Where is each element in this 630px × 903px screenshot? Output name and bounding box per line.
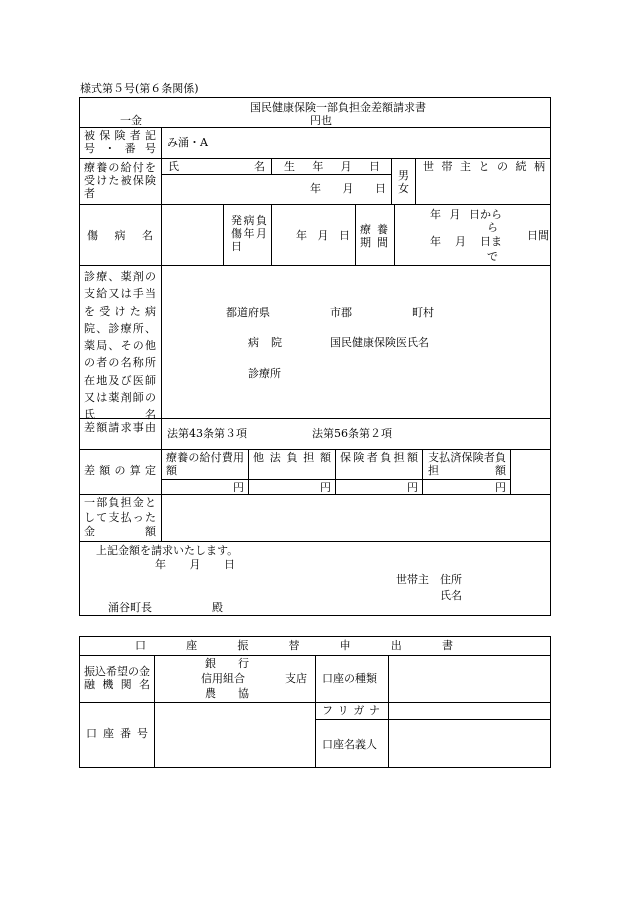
col-line xyxy=(161,127,162,541)
reason-option2[interactable]: 法第56条第２項 xyxy=(312,427,392,440)
birth-label: 生 年 月 日 xyxy=(284,160,380,173)
col-line xyxy=(315,655,316,768)
provider-doctor: 国民健康保険医氏名 xyxy=(330,336,429,349)
col-line xyxy=(355,204,356,265)
col-line xyxy=(271,204,272,265)
main-border-left xyxy=(79,97,80,616)
row-line xyxy=(79,449,550,450)
calc-col3: 保険者負担額 xyxy=(340,451,418,464)
calc-yen1: 円 xyxy=(233,481,244,494)
householder-label: 世帯主 xyxy=(396,573,429,586)
calc-col4: 支払済保険者負担額 xyxy=(428,451,506,477)
col-line xyxy=(422,449,423,494)
main-border-top xyxy=(79,97,550,98)
transfer-title: 口 座 振 替 申 出 書 xyxy=(135,639,453,652)
bank-type2[interactable]: 信用組合 xyxy=(201,672,245,685)
account-number-label: 口 座 番 号 xyxy=(86,727,148,740)
days-unit: 日間 xyxy=(527,229,549,242)
form-number: 様式第５号(第６条関係) xyxy=(80,82,199,95)
reason-option1[interactable]: 法第43条第３項 xyxy=(167,427,247,440)
transfer-border-top xyxy=(79,636,550,637)
provider-prefecture: 都道府県 xyxy=(226,306,270,319)
partial-label: 一部負担金として支払った金額 xyxy=(84,496,156,538)
recipient-label: 療養の給付を受けた被保険者 xyxy=(84,161,156,200)
provider-clinic: 診療所 xyxy=(248,367,281,380)
row-line xyxy=(79,494,550,495)
amount-suffix: 円也 xyxy=(310,114,332,127)
bank-type1[interactable]: 銀 行 xyxy=(205,657,249,670)
period-to[interactable]: 年 月 日ま xyxy=(430,235,502,248)
row-line xyxy=(79,265,550,266)
col-line xyxy=(415,158,416,204)
name-label: 氏 名 xyxy=(168,160,265,173)
onset-label: 発病負傷年月日 xyxy=(231,214,267,253)
reason-label: 差額請求事由 xyxy=(84,421,156,434)
transfer-border-right xyxy=(550,636,551,768)
provider-town: 町村 xyxy=(412,306,434,319)
provider-city: 市郡 xyxy=(330,306,352,319)
request-text: 上記金額を請求いたします。 xyxy=(96,544,239,557)
account-type-label: 口座の種類 xyxy=(322,672,377,685)
period-ra: ら xyxy=(487,221,498,234)
period-from[interactable]: 年 月 日から xyxy=(430,208,502,221)
col-line xyxy=(248,449,249,494)
col-line xyxy=(154,655,155,768)
col-line xyxy=(271,158,272,174)
account-holder-label: 口座名義人 xyxy=(322,738,377,751)
col-line xyxy=(394,204,395,265)
insured-number-label: 被保険者記号・番号 xyxy=(84,129,156,155)
branch-label: 支店 xyxy=(285,672,307,685)
row-line xyxy=(79,127,550,128)
col-line xyxy=(223,204,224,265)
relation-label: 世 帯 主 と の 続 柄 xyxy=(423,160,545,173)
col-line xyxy=(510,449,511,494)
main-border-bottom xyxy=(79,615,550,616)
row-line xyxy=(162,174,391,175)
birth-date-blank[interactable]: 年 月 日 xyxy=(310,182,386,195)
col-line xyxy=(391,158,392,204)
disease-label: 傷 病 名 xyxy=(87,229,153,242)
mayor-label: 涌谷町長 xyxy=(108,601,152,614)
row-line xyxy=(162,479,510,480)
calc-yen4: 円 xyxy=(495,481,506,494)
main-border-right xyxy=(550,97,551,616)
row-line xyxy=(79,204,550,205)
col-line xyxy=(388,655,389,768)
calc-yen2: 円 xyxy=(320,481,331,494)
calc-yen3: 円 xyxy=(407,481,418,494)
col-line xyxy=(335,449,336,494)
form-title: 国民健康保険一部負担金差額請求書 xyxy=(250,101,426,114)
calc-col2: 他法負担額 xyxy=(253,451,331,464)
address-label: 住所 xyxy=(440,573,462,586)
sex-label: 男女 xyxy=(398,169,409,195)
furigana-label: フ リ ガ ナ xyxy=(322,704,380,717)
request-date[interactable]: 年 月 日 xyxy=(155,558,235,571)
period-de: で xyxy=(487,250,498,263)
calc-label: 差 額 の 算 定 xyxy=(84,464,156,477)
row-line xyxy=(79,541,550,542)
row-line xyxy=(79,158,550,159)
care-period-label: 療養期間 xyxy=(360,223,388,249)
insured-number-value[interactable]: み涌・A xyxy=(167,136,208,149)
amount-prefix: 一金 xyxy=(120,114,142,127)
calc-col1: 療養の給付費用額 xyxy=(166,451,244,477)
honorific: 殿 xyxy=(212,601,223,614)
provider-label: 診療、薬剤の支給又は手当を受けた病院、診療所、薬局、その他の者の名称所在地及び医師又は薬剤師の氏名 xyxy=(84,270,156,422)
onset-date-blank[interactable]: 年 月 日 xyxy=(296,229,350,242)
row-line xyxy=(315,719,550,720)
householder-name-label: 氏名 xyxy=(440,589,462,602)
bank-type3[interactable]: 農 協 xyxy=(205,687,249,700)
bank-label: 振込希望の金融機関名 xyxy=(84,665,150,691)
provider-hospital: 病 院 xyxy=(248,336,282,349)
